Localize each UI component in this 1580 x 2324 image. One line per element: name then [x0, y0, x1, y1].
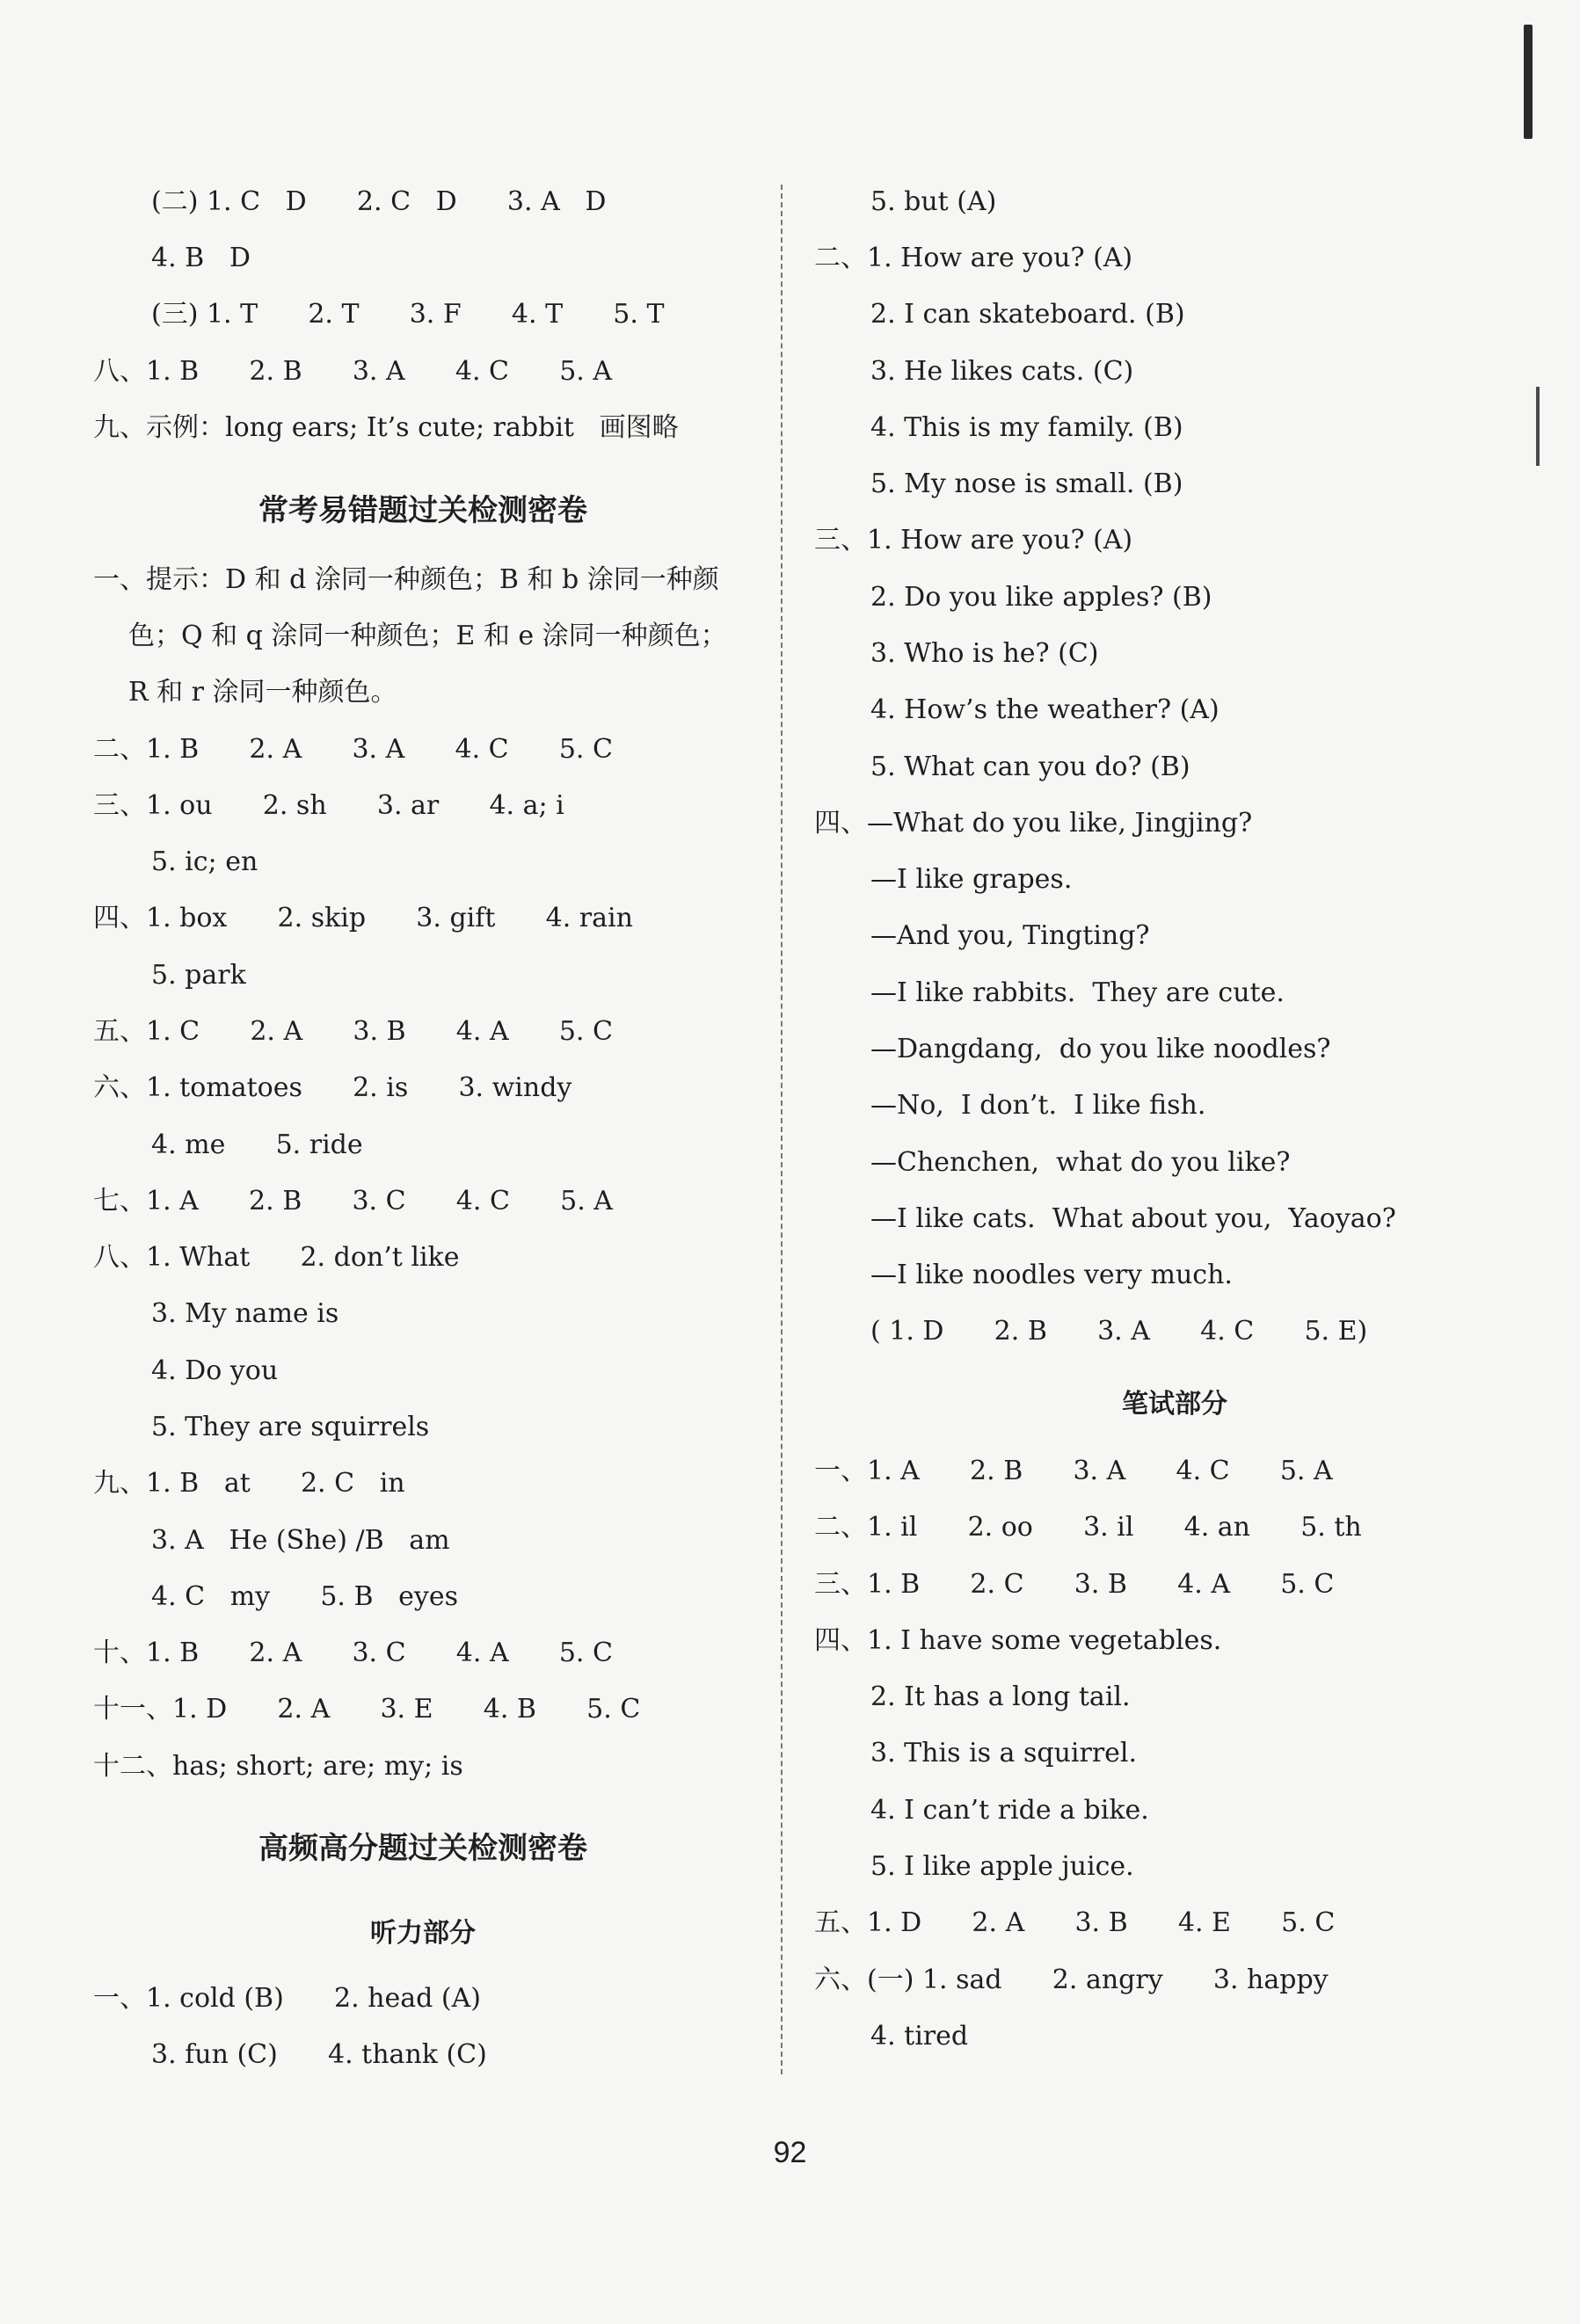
answer-line: 2. Do you like apples? (B): [870, 582, 1212, 613]
answer-line: —I like rabbits. They are cute.: [870, 977, 1285, 1008]
answer-line: 二、1. How are you? (A): [814, 243, 1133, 273]
answer-line: 十二、has; short; are; my; is: [93, 1751, 463, 1782]
answer-line: 五、1. D 2. A 3. B 4. E 5. C: [814, 1907, 1336, 1938]
scan-edge-mark: [1536, 387, 1540, 466]
answer-line: 3. Who is he? (C): [870, 638, 1099, 669]
answer-line: 色；Q 和 q 涂同一种颜色；E 和 e 涂同一种颜色；: [128, 621, 727, 651]
answer-line: (三) 1. T 2. T 3. F 4. T 5. T: [151, 299, 665, 330]
answer-line: 八、1. B 2. B 3. A 4. C 5. A: [93, 356, 613, 387]
answer-line: 5. My nose is small. (B): [870, 468, 1183, 499]
answer-line: 3. He likes cats. (C): [870, 356, 1134, 387]
answer-line: 5. I like apple juice.: [870, 1851, 1134, 1882]
answer-line: 4. How’s the weather? (A): [870, 694, 1220, 725]
scan-edge-mark: [1524, 25, 1533, 139]
answer-line: R 和 r 涂同一种颜色。: [128, 677, 397, 708]
answer-line: 三、1. How are you? (A): [814, 525, 1133, 556]
answer-line: 六、1. tomatoes 2. is 3. windy: [93, 1072, 572, 1103]
answer-line: 3. A He (She) /B am: [151, 1525, 450, 1556]
answer-line: 五、1. C 2. A 3. B 4. A 5. C: [93, 1016, 613, 1047]
answer-line: 4. This is my family. (B): [870, 412, 1183, 443]
answer-line: —Chenchen, what do you like?: [870, 1147, 1291, 1178]
answer-line: 5. What can you do? (B): [870, 752, 1190, 782]
answer-line: (二) 1. C D 2. C D 3. A D: [151, 186, 607, 217]
answer-line: 4. C my 5. B eyes: [151, 1581, 458, 1612]
answer-line: 3. My name is: [151, 1298, 339, 1329]
answer-line: 4. Do you: [151, 1355, 279, 1386]
answer-line: 二、1. il 2. oo 3. il 4. an 5. th: [814, 1512, 1362, 1543]
answer-line: 3. fun (C) 4. thank (C): [151, 2039, 487, 2070]
page-number: 92: [773, 2136, 807, 2169]
answer-line: —Dangdang, do you like noodles?: [870, 1034, 1331, 1064]
answer-line: —And you, Tingting?: [870, 920, 1150, 951]
answer-line: 2. It has a long tail.: [870, 1681, 1131, 1712]
answer-line: 八、1. What 2. don’t like: [93, 1242, 460, 1273]
answer-line: 六、(一) 1. sad 2. angry 3. happy: [814, 1965, 1329, 1995]
answer-line: 四、1. I have some vegetables.: [814, 1625, 1222, 1656]
answer-line: 十、1. B 2. A 3. C 4. A 5. C: [93, 1638, 613, 1668]
answer-line: 二、1. B 2. A 3. A 4. C 5. C: [93, 734, 613, 765]
section-title: 常考易错题过关检测密卷: [258, 493, 587, 528]
answer-line: 一、提示：D 和 d 涂同一种颜色；B 和 b 涂同一种颜: [93, 564, 719, 595]
answer-line: 5. but (A): [870, 186, 997, 217]
section-subtitle: 笔试部分: [1122, 1389, 1227, 1420]
answer-line: 九、1. B at 2. C in: [93, 1468, 405, 1499]
answer-line: —I like cats. What about you, Yaoyao?: [870, 1203, 1396, 1234]
answer-line: 4. tired: [870, 2021, 969, 2052]
answer-line: 三、1. B 2. C 3. B 4. A 5. C: [814, 1569, 1335, 1600]
answer-line: 5. ic; en: [151, 846, 258, 877]
section-subtitle: 听力部分: [370, 1918, 476, 1949]
answer-line: 4. me 5. ride: [151, 1129, 363, 1160]
answer-line: 九、示例：long ears; It’s cute; rabbit 画图略: [93, 412, 679, 443]
answer-line: 十一、1. D 2. A 3. E 4. B 5. C: [93, 1694, 641, 1725]
answer-line: 一、1. A 2. B 3. A 4. C 5. A: [814, 1456, 1333, 1486]
answer-line: ( 1. D 2. B 3. A 4. C 5. E): [870, 1316, 1368, 1347]
answer-line: —No, I don’t. I like fish.: [870, 1090, 1206, 1121]
answer-line: 4. I can’t ride a bike.: [870, 1795, 1149, 1826]
answer-line: 四、1. box 2. skip 3. gift 4. rain: [93, 903, 633, 933]
answer-line: 七、1. A 2. B 3. C 4. C 5. A: [93, 1186, 613, 1216]
answer-line: 5. They are squirrels: [151, 1412, 430, 1442]
answer-line: 2. I can skateboard. (B): [870, 299, 1185, 330]
answer-line: —I like noodles very much.: [870, 1260, 1233, 1290]
answer-line: 3. This is a squirrel.: [870, 1738, 1138, 1768]
answer-line: 5. park: [151, 960, 246, 991]
answer-line: —I like grapes.: [870, 864, 1073, 895]
column-divider: [781, 185, 783, 2074]
answer-line: 四、—What do you like, Jingjing?: [814, 808, 1253, 839]
answer-line: 4. B D: [151, 243, 251, 273]
answer-line: 一、1. cold (B) 2. head (A): [93, 1983, 481, 2014]
section-title: 高频高分题过关检测密卷: [258, 1831, 587, 1866]
answer-line: 三、1. ou 2. sh 3. ar 4. a; i: [93, 790, 564, 821]
